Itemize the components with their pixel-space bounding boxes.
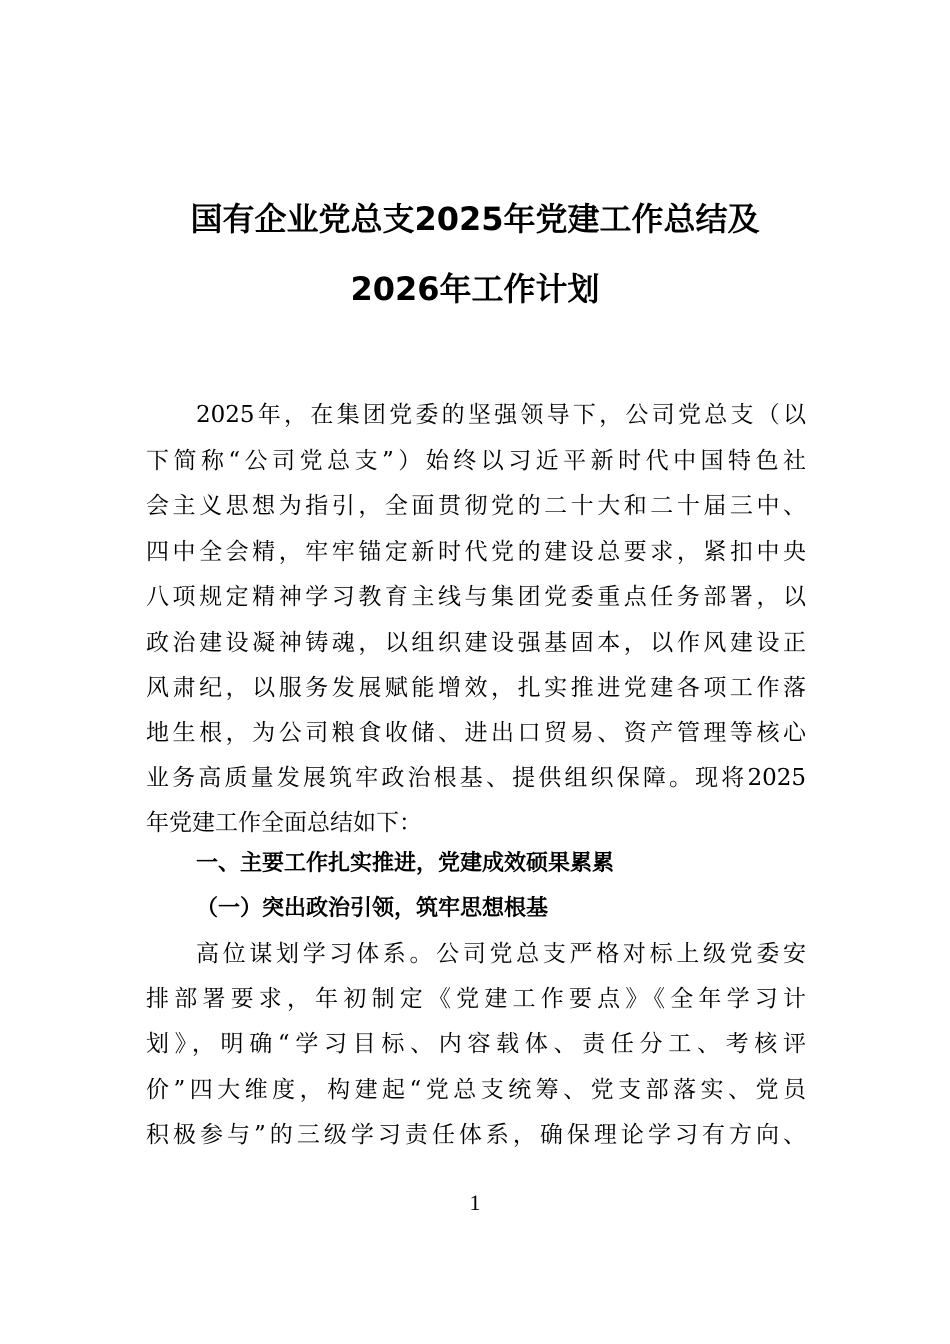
document-title-line-1: 国有企业党总支2025年党建工作总结及 bbox=[190, 200, 760, 238]
intro-line: 地生根，为公司粮食收储、进出口贸易、资产管理等核心 bbox=[146, 720, 806, 746]
section-heading-1: 一、主要工作扎实推进，党建成效硕果累累 bbox=[196, 851, 615, 876]
intro-line: 会主义思想为指引，全面贯彻党的二十大和二十届三中、 bbox=[146, 493, 806, 519]
document-title-line-2: 2026年工作计划 bbox=[350, 270, 600, 308]
section-heading-2: （一）突出政治引领，筑牢思想根基 bbox=[196, 895, 549, 921]
intro-line: 下简称“公司党总支”）始终以习近平新时代中国特色社 bbox=[146, 448, 806, 474]
section-line: 积极参与”的三级学习责任体系，确保理论学习有方向、 bbox=[146, 1122, 806, 1148]
intro-line: 政治建设凝神铸魂，以组织建设强基固本，以作风建设正 bbox=[146, 630, 806, 656]
section-line: 排部署要求，年初制定《党建工作要点》《全年学习计 bbox=[146, 986, 806, 1012]
section-line: 价”四大维度，构建起“党总支统筹、党支部落实、党员 bbox=[146, 1077, 806, 1103]
page-number: 1 bbox=[469, 1190, 481, 1215]
intro-line: 年党建工作全面总结如下： bbox=[146, 810, 422, 836]
intro-line: 四中全会精，牢牢锚定新时代党的建设总要求，紧扣中央 bbox=[146, 539, 806, 565]
intro-line: 风肃纪，以服务发展赋能增效，扎实推进党建各项工作落 bbox=[146, 675, 806, 701]
intro-line: 2025年，在集团党委的坚强领导下，公司党总支（以 bbox=[196, 402, 806, 428]
section-line: 划》，明确“学习目标、内容载体、责任分工、考核评 bbox=[146, 1031, 806, 1057]
intro-line: 八项规定精神学习教育主线与集团党委重点任务部署，以 bbox=[146, 584, 806, 610]
intro-line: 业务高质量发展筑牢政治根基、提供组织保障。现将2025 bbox=[146, 765, 806, 791]
section-line: 高位谋划学习体系。公司党总支严格对标上级党委安 bbox=[196, 941, 806, 967]
